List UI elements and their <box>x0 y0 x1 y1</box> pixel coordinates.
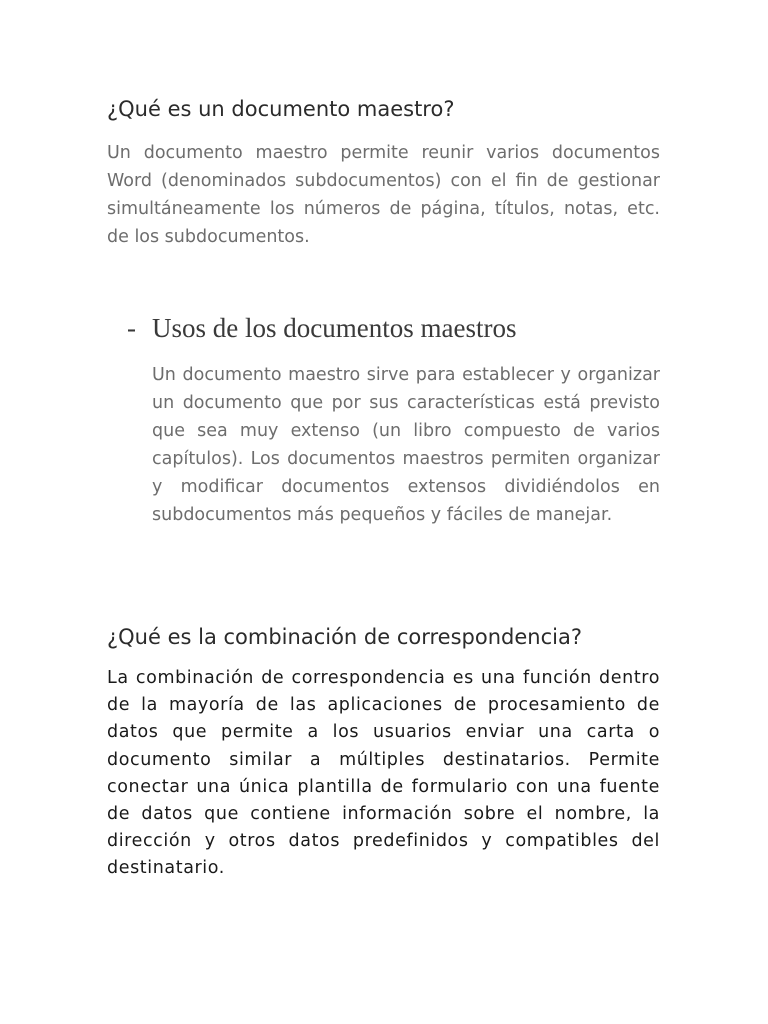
section-usos-documentos-maestros <box>127 311 660 529</box>
dash-bullet: - <box>127 313 136 343</box>
section-documento-maestro <box>107 95 660 251</box>
bulleted-heading <box>127 311 660 345</box>
section-combinacion-correspondencia <box>107 623 660 883</box>
section-paragraph: Un documento maestro permite reunir varios documentos Word (denominados subdocumentos) con el fin de gestionar simultáneamente los números de página, títulos, notas, etc. de los subdocumentos. <box>107 143 660 247</box>
section-paragraph: Un documento maestro sirve para establecer y organizar un documento que por sus características está previsto que sea muy extenso (un libro compuesto de varios capítulos). Los documentos maestros permiten organizar y modificar documentos extensos dividiéndolos en subdocumentos más pequeños y fáciles de manejar. <box>152 365 660 525</box>
section-heading: ¿Qué es un documento maestro? <box>107 97 455 121</box>
section-paragraph: La combinación de correspondencia es una función dentro de la mayoría de las aplicaciones de procesamiento de datos que permite a los usuarios enviar una carta o documento similar a múltiples destinatarios. Permite conectar una única plantilla de formulario con una fuente de datos que contiene información sobre el nombre, la dirección y otros datos predefinidos y compatibles del destinatario. <box>107 668 660 879</box>
section-heading: Usos de los documentos maestros <box>152 313 517 343</box>
section-heading: ¿Qué es la combinación de correspondencia? <box>107 625 582 649</box>
